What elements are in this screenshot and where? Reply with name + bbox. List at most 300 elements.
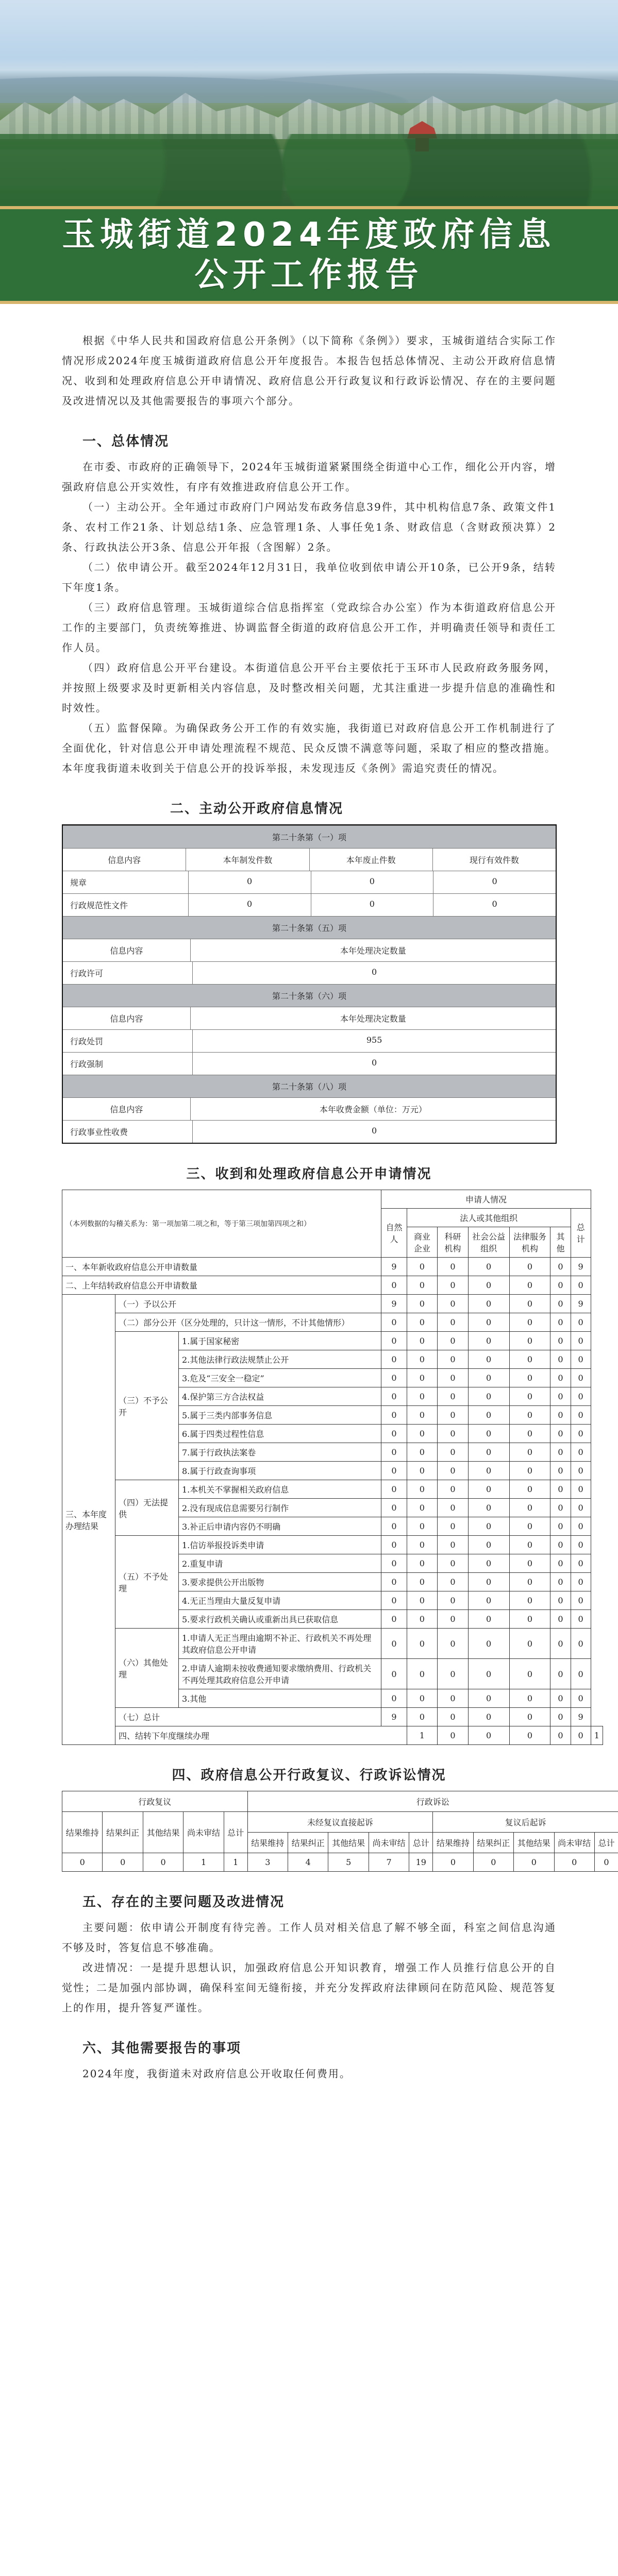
bottom-spacer [62, 2084, 556, 2091]
table-row [62, 1708, 603, 1726]
cell: 0 [468, 1573, 509, 1591]
header-cell: 总计 [409, 1833, 433, 1853]
cell: 0 [550, 1480, 571, 1499]
cell: 0 [407, 1536, 438, 1554]
cell: 0 [407, 1610, 438, 1629]
cell: 0 [438, 1462, 469, 1480]
row-label: 1.申请人无正当理由逾期不补正、行政机关不再处理其政府信息公开申请 [179, 1629, 381, 1659]
header-cell: 本年收费金额（单位：万元） [190, 1098, 556, 1120]
cell: 0 [438, 1276, 469, 1295]
row-subgroup-label: （三）不予公开 [115, 1332, 179, 1480]
cell: 19 [409, 1853, 433, 1872]
row-label: 3.其他 [179, 1689, 381, 1708]
cell: 0 [550, 1629, 571, 1659]
cell: 0 [381, 1425, 407, 1443]
cell: 0 [468, 1610, 509, 1629]
cell: 0 [438, 1480, 469, 1499]
cell: 0 [473, 1853, 513, 1872]
cell: 0 [381, 1350, 407, 1369]
header-cell: 其他结果 [143, 1812, 183, 1853]
table-row [63, 1029, 556, 1052]
row-value: 0 [192, 1053, 556, 1075]
cell: 0 [571, 1499, 591, 1517]
cell: 0 [571, 1629, 591, 1659]
cell: 0 [381, 1573, 407, 1591]
cell: 0 [438, 1425, 469, 1443]
cell: 0 [381, 1499, 407, 1517]
cell: 0 [381, 1369, 407, 1387]
cell: 0 [438, 1610, 469, 1629]
cell: 0 [550, 1610, 571, 1629]
table-band-article-20-5: 第二十条第（五）项 [63, 916, 556, 939]
cell: 0 [381, 1480, 407, 1499]
row-value: 0 [188, 894, 311, 916]
cell: 0 [550, 1350, 571, 1369]
cell: 0 [468, 1332, 509, 1350]
cell: 0 [407, 1369, 438, 1387]
header-cell: 复议后起诉 [433, 1812, 618, 1833]
table-band-article-20-6: 第二十条第（六）项 [63, 984, 556, 1007]
cell: 0 [571, 1350, 591, 1369]
background-hills [0, 57, 618, 103]
section-1-paragraph-5: （四）政府信息公开平台建设。本街道信息公开平台主要依托于玉环市人民政府政务服务网，并按照上级要求及时更新相关内容信息，及时整改相关问题，尤其注重进一步提升信息的准确性和时效性。 [62, 662, 556, 714]
cell: 0 [407, 1689, 438, 1708]
row-label: 1.本机关不掌握相关政府信息 [179, 1480, 381, 1499]
cell: 0 [509, 1554, 550, 1573]
table-row [62, 1258, 603, 1276]
row-value: 0 [192, 1121, 556, 1143]
cell: 0 [381, 1659, 407, 1689]
cell: 0 [571, 1480, 591, 1499]
cell: 0 [468, 1480, 509, 1499]
cell: 0 [509, 1313, 550, 1332]
cell: 0 [509, 1536, 550, 1554]
cell: 0 [468, 1387, 509, 1406]
row-subgroup-label: （五）不予处理 [115, 1536, 179, 1629]
section-5-title: 五、存在的主要问题及改进情况 [82, 1894, 285, 1910]
table-row [63, 1052, 556, 1075]
section-1-paragraph-1: 在市委、市政府的正确领导下，2024年玉城街道紧紧围绕全街道中心工作，细化公开内容，增强政府信息公开实效性，有序有效推进政府信息公开工作。 [62, 461, 556, 493]
cell: 0 [468, 1554, 509, 1573]
header-cell: 行政复议 [62, 1791, 248, 1812]
row-label: 2.其他法律行政法规禁止公开 [179, 1350, 381, 1369]
cell: 0 [468, 1276, 509, 1295]
cell: 0 [407, 1387, 438, 1406]
cell: 0 [468, 1313, 509, 1332]
row-label: 2.没有现成信息需要另行制作 [179, 1499, 381, 1517]
row-subgroup-label: （四）无法提供 [115, 1480, 179, 1536]
cell: 0 [509, 1573, 550, 1591]
cell: 0 [468, 1517, 509, 1536]
header-cell: 本年制发件数 [186, 849, 309, 871]
row-label: 规章 [70, 878, 87, 888]
cell: 0 [571, 1313, 591, 1332]
cell: 0 [407, 1554, 438, 1573]
section-5-paragraph-2: 改进情况：一是提升思想认识，加强政府信息公开知识教育，增强工作人员推行信息公开的自觉性；二是加强内部协调，确保科室间无缝衔接，并充分发挥政府法律顾问在防范风险、规范答复上的作用，提升答复严谨性。 [62, 1961, 556, 2014]
table-row [62, 1629, 603, 1659]
cell: 5 [328, 1853, 369, 1872]
cell: 0 [407, 1258, 438, 1276]
row-label: 行政事业性收费 [70, 1127, 128, 1137]
cell: 0 [550, 1313, 571, 1332]
header-cell: 本年废止件数 [309, 849, 432, 871]
header-cell: 结果纠正 [473, 1833, 513, 1853]
cell: 0 [407, 1480, 438, 1499]
header-cell: 自然人 [381, 1209, 407, 1258]
row-label: 4.无正当理由大量反复申请 [179, 1591, 381, 1610]
table-row [62, 1812, 618, 1833]
cell: 0 [571, 1536, 591, 1554]
cell: 0 [438, 1295, 469, 1313]
row-label: 3.补正后申请内容仍不明确 [179, 1517, 381, 1536]
cell: 0 [407, 1332, 438, 1350]
header-cell: 行政诉讼 [247, 1791, 618, 1812]
row-value: 0 [433, 894, 556, 916]
table-row [62, 1726, 603, 1745]
header-cell: 社会公益组织 [468, 1227, 509, 1258]
row-subgroup-label: （六）其他处理 [115, 1629, 179, 1708]
header-cell: 总计 [571, 1209, 591, 1258]
cell: 0 [468, 1499, 509, 1517]
cell: 0 [407, 1462, 438, 1480]
cell: 0 [407, 1517, 438, 1536]
header-cell: 科研机构 [438, 1227, 469, 1258]
cell: 9 [381, 1295, 407, 1313]
row-label: （二）部分公开（区分处理的，只计这一情形，不计其他情形） [115, 1313, 381, 1332]
table-row [62, 1190, 603, 1209]
cell: 0 [438, 1536, 469, 1554]
row-label: 1.属于国家秘密 [179, 1332, 381, 1350]
section-6-title: 六、其他需要报告的事项 [82, 2041, 242, 2056]
row-value: 0 [311, 871, 433, 893]
cell: 0 [438, 1659, 469, 1689]
cell: 0 [381, 1591, 407, 1610]
cell: 9 [571, 1708, 591, 1726]
cell: 0 [438, 1499, 469, 1517]
cell: 0 [571, 1689, 591, 1708]
cell: 0 [550, 1462, 571, 1480]
cell: 3 [247, 1853, 288, 1872]
cell: 0 [381, 1387, 407, 1406]
cell: 0 [571, 1369, 591, 1387]
cell: 9 [381, 1258, 407, 1276]
section-6-paragraph-1: 2024年度，我街道未对政府信息公开收取任何费用。 [82, 2067, 351, 2080]
cell: 0 [509, 1659, 550, 1689]
cell: 0 [550, 1443, 571, 1462]
row-label: 4.保护第三方合法权益 [179, 1387, 381, 1406]
header-cell: 尚未审结 [554, 1833, 594, 1853]
cell: 0 [550, 1295, 571, 1313]
cell: 0 [407, 1443, 438, 1462]
cell: 0 [468, 1689, 509, 1708]
cell: 0 [571, 1517, 591, 1536]
cell: 0 [381, 1689, 407, 1708]
cell: 0 [550, 1573, 571, 1591]
cell: 0 [571, 1659, 591, 1689]
cell: 0 [509, 1443, 550, 1462]
row-label: （七）总计 [115, 1708, 381, 1726]
section-1-paragraph-4: （三）政府信息管理。玉城街道综合信息指挥室（党政综合办公室）作为本街道政府信息公开工作的主要部门，负责统筹推进、协调监督全街道的政府信息公开工作，并明确责任领导和责任工作人员。 [62, 601, 556, 654]
cell: 0 [468, 1406, 509, 1425]
cell: 0 [468, 1425, 509, 1443]
row-label: 5.要求行政机关确认或重新出具已获取信息 [179, 1610, 381, 1629]
cell: 0 [468, 1258, 509, 1276]
cell: 0 [571, 1462, 591, 1480]
cell: 0 [550, 1708, 571, 1726]
row-label: 行政处罚 [70, 1037, 104, 1046]
header-cell: 结果维持 [433, 1833, 473, 1853]
cell: 0 [571, 1387, 591, 1406]
cell: 1 [407, 1726, 438, 1745]
cell: 0 [571, 1332, 591, 1350]
cell: 0 [509, 1258, 550, 1276]
header-cell: 信息内容 [110, 946, 143, 956]
cell: 0 [438, 1350, 469, 1369]
cell: 9 [381, 1708, 407, 1726]
cell: 0 [468, 1659, 509, 1689]
cell: 0 [550, 1425, 571, 1443]
section-1-paragraph-3: （二）依申请公开。截至2024年12月31日，我单位收到依申请公开10条，已公开9条，结转下年度1条。 [62, 561, 556, 594]
cell: 0 [571, 1573, 591, 1591]
row-value: 0 [192, 962, 556, 984]
cell: 0 [438, 1554, 469, 1573]
table-row [62, 1853, 618, 1872]
header-cell: 总计 [594, 1833, 618, 1853]
cell: 0 [438, 1258, 469, 1276]
header-cell: 信息内容 [110, 1014, 143, 1024]
cell: 0 [468, 1629, 509, 1659]
cell: 0 [62, 1853, 103, 1872]
cell: 0 [509, 1425, 550, 1443]
cell: 0 [438, 1387, 469, 1406]
cell: 0 [438, 1689, 469, 1708]
cell: 0 [438, 1517, 469, 1536]
header-cell: 其他 [550, 1227, 571, 1258]
cell: 1 [591, 1726, 603, 1745]
row-label: 二、上年结转政府信息公开申请数量 [62, 1276, 381, 1295]
row-label: （一）予以公开 [115, 1295, 381, 1313]
table-band-article-20-1: 第二十条第（一）项 [63, 825, 556, 848]
cell: 0 [509, 1369, 550, 1387]
header-cell: 尚未审结 [183, 1812, 224, 1853]
header-cell: 本年处理决定数量 [190, 939, 556, 961]
row-value: 0 [188, 871, 311, 893]
cell: 0 [514, 1853, 554, 1872]
cell: 0 [407, 1629, 438, 1659]
cell: 0 [438, 1726, 469, 1745]
cell: 0 [468, 1295, 509, 1313]
cell: 0 [550, 1726, 571, 1745]
header-cell: 商业企业 [407, 1227, 438, 1258]
cell: 4 [288, 1853, 328, 1872]
row-label: 一、本年新收政府信息公开申请数量 [62, 1258, 381, 1276]
table-row [63, 961, 556, 984]
cell: 0 [103, 1853, 143, 1872]
row-label: 3.危及“三安全一稳定” [179, 1369, 381, 1387]
row-group-label: 三、本年度办理结果 [62, 1295, 115, 1745]
header-cell: 未经复议直接起诉 [247, 1812, 433, 1833]
cell: 0 [550, 1276, 571, 1295]
header-cell: 信息内容 [110, 1105, 143, 1114]
cell: 9 [571, 1295, 591, 1313]
cell: 0 [550, 1591, 571, 1610]
report-body [0, 304, 618, 2091]
cell: 0 [381, 1629, 407, 1659]
row-label: 6.属于四类过程性信息 [179, 1425, 381, 1443]
cell: 0 [509, 1406, 550, 1425]
cell: 0 [407, 1406, 438, 1425]
row-label: 行政强制 [70, 1059, 104, 1069]
row-label: 行政规范性文件 [70, 901, 128, 910]
cell: 0 [468, 1350, 509, 1369]
cell: 0 [381, 1313, 407, 1332]
cell: 0 [571, 1425, 591, 1443]
cell: 0 [381, 1332, 407, 1350]
cell: 1 [224, 1853, 247, 1872]
cell: 0 [509, 1689, 550, 1708]
table-row [62, 1791, 618, 1812]
cell: 0 [381, 1276, 407, 1295]
cell: 0 [550, 1499, 571, 1517]
cell: 0 [550, 1517, 571, 1536]
table-band-article-20-8: 第二十条第（八）项 [63, 1075, 556, 1097]
cell: 0 [550, 1659, 571, 1689]
cell: 0 [407, 1350, 438, 1369]
cell: 0 [143, 1853, 183, 1872]
header-cell: 法律服务机构 [509, 1227, 550, 1258]
cell: 0 [468, 1369, 509, 1387]
cell: 0 [571, 1726, 591, 1745]
row-value: 0 [433, 871, 556, 893]
cell: 9 [571, 1258, 591, 1276]
cell: 0 [438, 1369, 469, 1387]
cell: 0 [509, 1629, 550, 1659]
cell: 0 [509, 1610, 550, 1629]
cell: 0 [438, 1573, 469, 1591]
row-label: 2.申请人逾期未按收费通知要求缴纳费用、行政机关不再处理其政府信息公开申请 [179, 1659, 381, 1689]
cell: 0 [468, 1708, 509, 1726]
cell: 0 [407, 1708, 438, 1726]
cell: 0 [571, 1591, 591, 1610]
cell: 0 [550, 1258, 571, 1276]
section-1-title: 一、总体情况 [82, 434, 170, 449]
cell: 0 [509, 1517, 550, 1536]
cell: 0 [407, 1313, 438, 1332]
header-cell: 其他结果 [328, 1833, 369, 1853]
cell: 0 [550, 1536, 571, 1554]
section-1-paragraph-6: （五）监督保障。为确保政务公开工作的有效实施，我街道已对政府信息公开工作机制进行了全面优化，针对信息公开申请处理流程不规范、民众反馈不满意等问题，采取了相应的整改措施。本年度我街道未收到关于信息公开的投诉举报，未发现违反《条例》需追究责任的情况。 [62, 722, 556, 774]
title-banner [0, 206, 618, 304]
row-value: 0 [311, 894, 433, 916]
cell: 0 [438, 1332, 469, 1350]
header-cell: 尚未审结 [369, 1833, 409, 1853]
row-label: 2.重复申请 [179, 1554, 381, 1573]
table-row [62, 1332, 603, 1350]
table-row [62, 1313, 603, 1332]
cell: 0 [438, 1313, 469, 1332]
row-label: 8.属于行政查询事项 [179, 1462, 381, 1480]
cell: 0 [438, 1591, 469, 1610]
cell: 0 [509, 1499, 550, 1517]
header-cell: 总计 [224, 1812, 247, 1853]
row-label: 3.要求提供公开出版物 [179, 1573, 381, 1591]
cell: 0 [554, 1853, 594, 1872]
row-label: 行政许可 [70, 969, 104, 978]
cell: 0 [381, 1517, 407, 1536]
header-cell: 法人或其他组织 [407, 1209, 571, 1227]
header-cell: 结果维持 [247, 1833, 288, 1853]
cell: 1 [183, 1853, 224, 1872]
header-photo [0, 0, 618, 206]
row-value: 955 [192, 1030, 556, 1052]
cell: 0 [550, 1689, 571, 1708]
table-header-row [63, 848, 556, 871]
table-note: （本列数据的勾稽关系为：第一项加第二项之和，等于第三项加第四项之和） [62, 1190, 381, 1258]
cell: 0 [468, 1462, 509, 1480]
cell: 0 [438, 1443, 469, 1462]
cell: 0 [468, 1536, 509, 1554]
header-cell: 信息内容 [108, 855, 141, 865]
table-row [62, 1536, 603, 1554]
cell: 0 [433, 1853, 473, 1872]
cell: 0 [571, 1276, 591, 1295]
row-label: 7.属于行政执法案卷 [179, 1443, 381, 1462]
cell: 0 [381, 1462, 407, 1480]
section-5-paragraph-1: 主要问题：依申请公开制度有待完善。工作人员对相关信息了解不够全面，科室之间信息沟通不够及时，答复信息不够准确。 [62, 1921, 556, 1954]
cell: 0 [509, 1708, 550, 1726]
table-row [62, 1480, 603, 1499]
row-label: 1.信访举报投诉类申请 [179, 1536, 381, 1554]
cell: 0 [381, 1406, 407, 1425]
cell: 0 [468, 1726, 509, 1745]
header-cell: 本年处理决定数量 [190, 1007, 556, 1029]
cell: 0 [594, 1853, 618, 1872]
cell: 0 [509, 1480, 550, 1499]
cell: 0 [509, 1726, 550, 1745]
intro-paragraph: 根据《中华人民共和国政府信息公开条例》（以下简称《条例》）要求，玉城街道结合实际工作情况形成2024年度玉城街道政府信息公开年度报告。本报告包括总体情况、主动公开政府信息情况、收到和处理政府信息公开申请情况、政府信息公开行政复议和行政诉讼情况、存在的主要问题及改进情况以及其他需要报告的事项六个部分。 [62, 334, 556, 407]
header-cell: 结果维持 [62, 1812, 103, 1853]
report-title-line2: 公开工作报告 [194, 256, 424, 294]
section-4-title: 四、政府信息公开行政复议、行政诉讼情况 [172, 1768, 446, 1783]
header-cell: 结果纠正 [103, 1812, 143, 1853]
header-cell: 申请人情况 [381, 1190, 591, 1209]
cell: 0 [550, 1332, 571, 1350]
cell: 0 [509, 1591, 550, 1610]
table-header-row [63, 1097, 556, 1120]
proactive-disclosure-table [62, 824, 557, 1144]
table-row [62, 1276, 603, 1295]
cell: 0 [381, 1554, 407, 1573]
cell: 0 [550, 1369, 571, 1387]
cell: 0 [407, 1276, 438, 1295]
cell: 0 [407, 1295, 438, 1313]
cell: 0 [438, 1406, 469, 1425]
cell: 0 [438, 1629, 469, 1659]
cell: 0 [381, 1610, 407, 1629]
cell: 0 [550, 1387, 571, 1406]
foreground-trees [0, 134, 618, 206]
table-row [63, 893, 556, 916]
cell: 0 [381, 1536, 407, 1554]
report-title-line1: 玉城街道2024年度政府信息 [62, 216, 556, 254]
cell: 0 [571, 1406, 591, 1425]
table-row [62, 1295, 603, 1313]
cell: 0 [509, 1462, 550, 1480]
cell: 0 [468, 1591, 509, 1610]
cell: 0 [571, 1610, 591, 1629]
cell: 0 [407, 1573, 438, 1591]
cell: 0 [407, 1591, 438, 1610]
